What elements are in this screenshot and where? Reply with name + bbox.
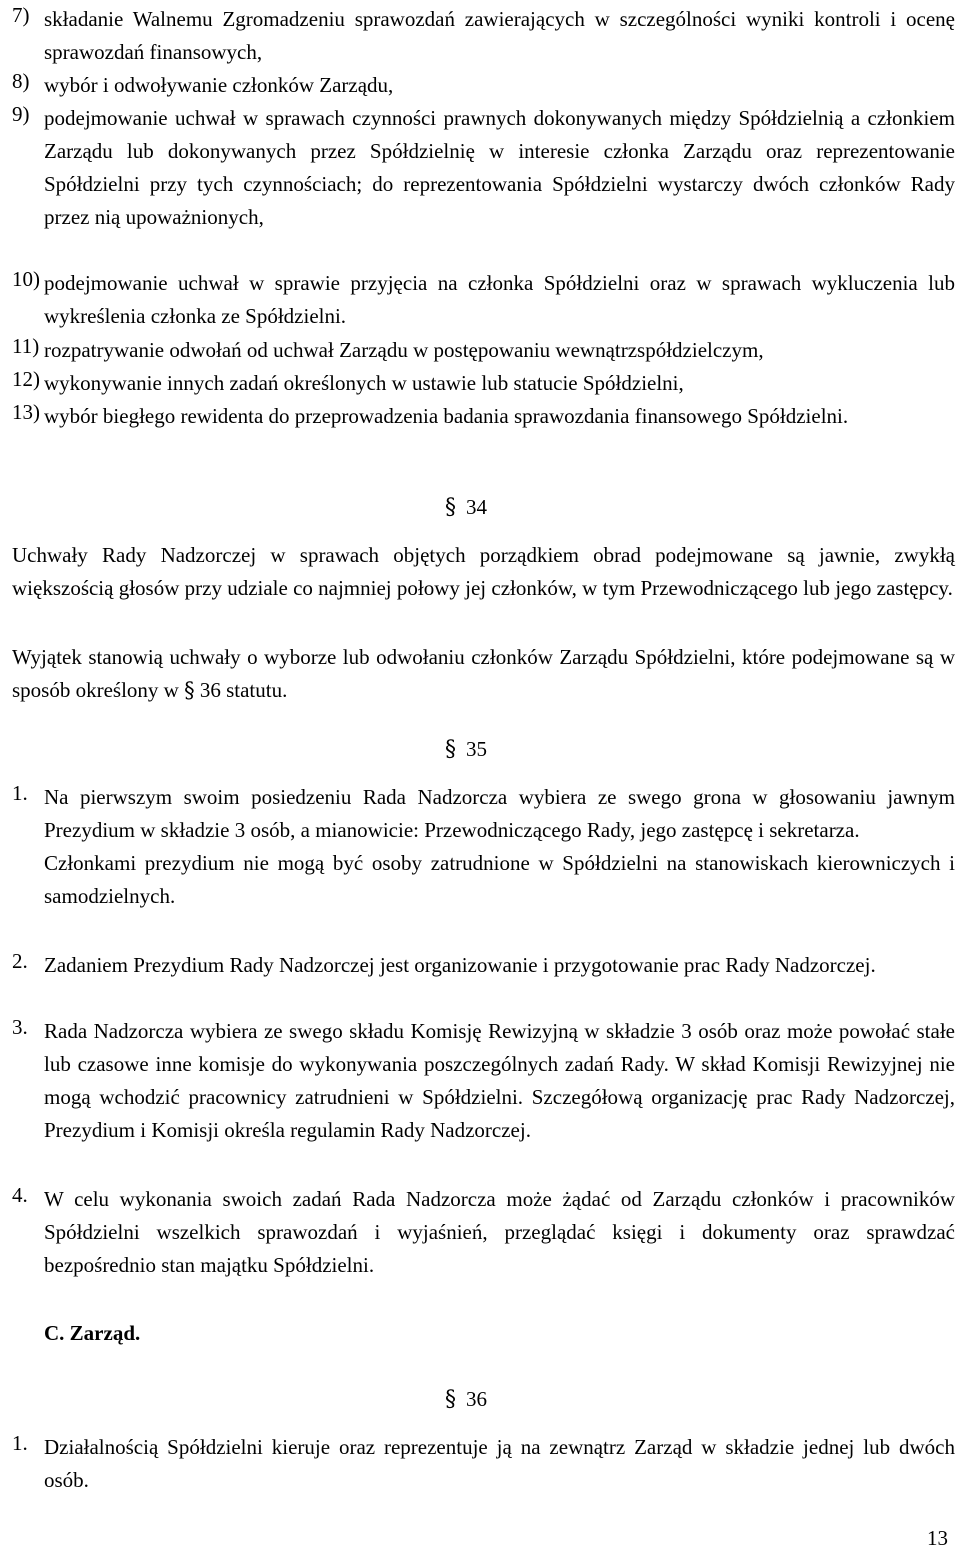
list-item-9 — [12, 102, 955, 234]
section-35-item-4 — [12, 1183, 955, 1282]
list-item-number: 13) — [12, 400, 40, 424]
section-36-heading — [445, 1387, 645, 1412]
list-item-number: 10) — [12, 267, 40, 291]
section-number: 34 — [466, 495, 487, 519]
list-item-number: 1. — [12, 781, 28, 805]
list-item-12 — [12, 367, 955, 400]
list-item-7 — [12, 3, 955, 69]
section-34-paragraph-2 — [12, 641, 955, 707]
section-sign: § — [445, 495, 456, 520]
list-item-11 — [12, 334, 955, 367]
list-item-number: 4. — [12, 1183, 28, 1207]
section-35-item-3 — [12, 1015, 955, 1147]
section-number: 36 — [466, 1387, 487, 1411]
section-sign: § — [445, 737, 456, 762]
list-item-text: składanie Walnemu Zgromadzeniu sprawozdań zawierających w szczególności wyniki kontroli i ocenę sprawozdań finansowych, — [44, 7, 955, 64]
list-item-text-continuation: Członkami prezydium nie mogą być osoby zatrudnione w Spółdzielni na stanowiskach kierowniczych i samodzielnych. — [44, 851, 955, 908]
page-number: 13 — [927, 1526, 948, 1550]
paragraph-text: Wyjątek stanowią uchwały o wyborze lub odwołaniu członków Zarządu Spółdzielni, które podejmowane są w sposób określony w — [12, 645, 955, 702]
list-item-8 — [12, 69, 955, 102]
list-item-number: 7) — [12, 3, 30, 27]
list-item-text: Zadaniem Prezydium Rady Nadzorczej jest organizowanie i przygotowanie prac Rady Nadzorczej. — [44, 953, 876, 977]
list-item-text: wybór biegłego rewidenta do przeprowadzenia badania sprawozdania finansowego Spółdzielni. — [44, 404, 849, 428]
list-item-number: 3. — [12, 1015, 28, 1039]
section-34-heading — [445, 495, 645, 520]
chapter-heading: C. Zarząd. — [44, 1321, 141, 1345]
section-36-item-1 — [12, 1431, 955, 1497]
list-item-number: 2. — [12, 949, 28, 973]
section-sign: § — [184, 678, 195, 702]
list-item-number: 11) — [12, 334, 40, 358]
list-item-text: Działalnością Spółdzielni kieruje oraz reprezentuje ją na zewnątrz Zarząd w składzie jednej lub dwóch osób. — [44, 1435, 955, 1492]
list-item-10 — [12, 267, 955, 333]
list-item-13 — [12, 400, 955, 433]
list-item-text: rozpatrywanie odwołań od uchwał Zarządu w postępowaniu wewnątrzspółdzielczym, — [44, 338, 764, 362]
list-item-text: Na pierwszym swoim posiedzeniu Rada Nadzorcza wybiera ze swego grona w głosowaniu jawnym Prezydium w składzie 3 osób, a mianowicie: Przewodniczącego Rady, jego zastępcę i sekretarza. — [44, 785, 955, 842]
list-item-text: W celu wykonania swoich zadań Rada Nadzorcza może żądać od Zarządu członków i pracowników Spółdzielni wszelkich sprawozdań i wyjaśnień, przeglądać księgi i dokumenty oraz sprawdzać bezpośrednio stan majątku Spółdzielni. — [44, 1187, 955, 1277]
section-35-item-2 — [12, 949, 955, 982]
list-item-number: 12) — [12, 367, 40, 391]
section-number: 35 — [466, 737, 487, 761]
list-item-text: podejmowanie uchwał w sprawach czynności prawnych dokonywanych między Spółdzielnią a członkiem Zarządu lub dokonywanych przez Spółdzielnię w interesie członka Zarządu oraz reprezentowanie Spółdzielni przy tych czynnościach; do reprezentowania Spółdzielni wystarczy dwóch członków Rady przez nią upoważnionych, — [44, 106, 955, 229]
section-35-heading — [445, 737, 645, 762]
section-reference: 36 — [199, 678, 221, 702]
section-sign: § — [445, 1387, 456, 1412]
list-item-number: 8) — [12, 69, 30, 93]
list-item-text: Rada Nadzorcza wybiera ze swego składu Komisję Rewizyjną w składzie 3 osób oraz może powołać stałe lub czasowe inne komisje do wykonywania poszczególnych zadań Rady. W skład Komisji Rewizyjnej nie mogą wchodzić pracownicy zatrudnieni w Spółdzielni. Szczegółową organizację prac Rady Nadzorczej, Prezydium i Komisji określa regulamin Rady Nadzorczej. — [44, 1019, 955, 1142]
paragraph-text: statutu. — [220, 678, 288, 702]
list-item-text: wykonywanie innych zadań określonych w ustawie lub statucie Spółdzielni, — [44, 371, 684, 395]
list-item-text: podejmowanie uchwał w sprawie przyjęcia na członka Spółdzielni oraz w sprawach wykluczenia lub wykreślenia członka ze Spółdzielni. — [44, 271, 955, 328]
section-34-paragraph-1: Uchwały Rady Nadzorczej w sprawach objętych porządkiem obrad podejmowane są jawnie, zwykłą większością głosów przy udziale co najmniej połowy jej członków, w tym Przewodniczącego lub jego zastępcy. — [12, 543, 955, 600]
list-item-number: 1. — [12, 1431, 28, 1455]
list-item-number: 9) — [12, 102, 30, 126]
section-35-item-1 — [12, 781, 955, 913]
list-item-text: wybór i odwoływanie członków Zarządu, — [44, 73, 394, 97]
